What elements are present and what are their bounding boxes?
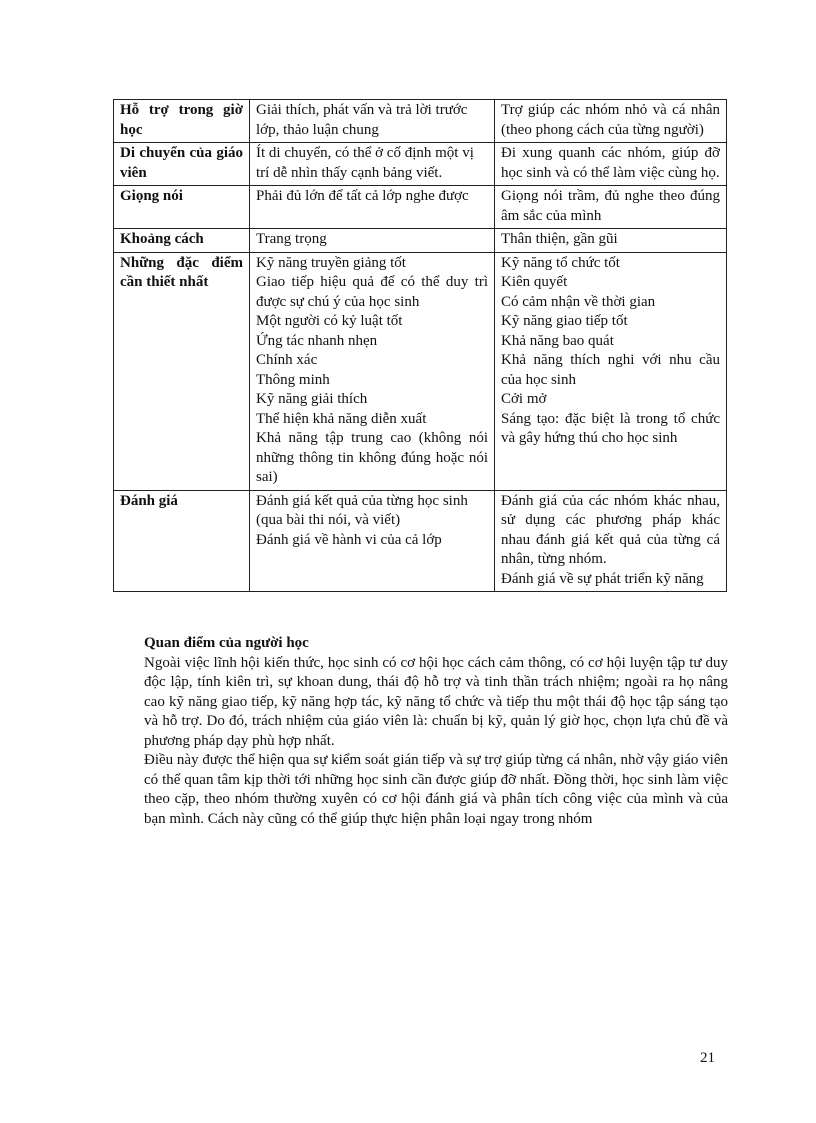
group-cell: Giọng nói trầm, đủ nghe theo đúng âm sắc của mình [495,186,727,229]
whole-class-cell: Giải thích, phát vấn và trả lời trước lớp, thảo luận chung [250,100,495,143]
group-cell: Đánh giá của các nhóm khác nhau, sử dụng các phương pháp khác nhau đánh giá kết quả của từng cá nhân, từng nhóm. Đánh giá về sự phát triển kỹ năng [495,490,727,592]
table-row [114,100,727,143]
table-row [114,186,727,229]
learner-perspective-section [144,634,728,829]
page-number: 21 [700,1050,715,1066]
row-label: Giọng nói [114,186,250,229]
table-row [114,490,727,592]
row-label: Di chuyển của giáo viên [114,143,250,186]
whole-class-cell: Trang trọng [250,229,495,253]
whole-class-cell: Ít di chuyển, có thể ở cố định một vị trí dễ nhìn thấy cạnh bảng viết. [250,143,495,186]
whole-class-cell: Kỹ năng truyền giảng tốt Giao tiếp hiệu quả để có thể duy trì được sự chú ý của học sinh Một người có kỷ luật tốt Ứng tác nhanh nhẹn Chính xác Thông minh Kỹ năng giải thích Thể hiện khả năng diễn xuất Khả năng tập trung cao (không nói những thông tin không đúng hoặc nói sai) [250,252,495,490]
comparison-table [113,99,727,592]
group-cell: Thân thiện, gần gũi [495,229,727,253]
table-row [114,229,727,253]
group-cell: Kỹ năng tổ chức tốt Kiên quyết Có cảm nhận về thời gian Kỹ năng giao tiếp tốt Khả năng bao quát Khả năng thích nghi với nhu cầu của học sinh Cởi mở Sáng tạo: đặc biệt là trong tổ chức và gây hứng thú cho học sinh [495,252,727,490]
whole-class-cell: Phải đủ lớn để tất cả lớp nghe được [250,186,495,229]
row-label: Hỗ trợ trong giờ học [114,100,250,143]
section-heading: Quan điểm của người học [144,635,309,651]
whole-class-cell: Đánh giá kết quả của từng học sinh (qua bài thi nói, và viết) Đánh giá về hành vi của cả lớp [250,490,495,592]
paragraph: Điều này được thể hiện qua sự kiểm soát gián tiếp và sự trợ giúp từng cá nhân, nhờ vậy giáo viên có thể quan tâm kịp thời tới những học sinh cần được giúp đỡ nhất. Đồng thời, học sinh làm việc theo cặp, theo nhóm thường xuyên có cơ hội đánh giá và phân tích công việc của mình và của bạn mình. Cách này cũng có thể giúp thực hiện phân loại ngay trong nhóm [144,752,728,827]
row-label: Đánh giá [114,490,250,592]
table-row [114,143,727,186]
row-label: Khoảng cách [114,229,250,253]
group-cell: Trợ giúp các nhóm nhỏ và cá nhân (theo phong cách của từng người) [495,100,727,143]
group-cell: Đi xung quanh các nhóm, giúp đỡ học sinh và có thể làm việc cùng họ. [495,143,727,186]
table-row [114,252,727,490]
paragraph: Ngoài việc lĩnh hội kiến thức, học sinh có cơ hội học cách cảm thông, có cơ hội luyện tập tư duy độc lập, tính kiên trì, sự khoan dung, thái độ hỗ trợ và tinh thần trách nhiệm; ngoài ra họ nâng cao kỹ năng giao tiếp, kỹ năng hợp tác, kỹ năng tổ chức và tiếp thu một thái độ học tập sáng tạo và hỗ trợ. Do đó, trách nhiệm của giáo viên là: chuẩn bị kỹ, quản lý giờ học, chọn lựa chủ đề và phương pháp dạy phù hợp nhất. [144,654,728,749]
row-label: Những đặc điểm cần thiết nhất [114,252,250,490]
